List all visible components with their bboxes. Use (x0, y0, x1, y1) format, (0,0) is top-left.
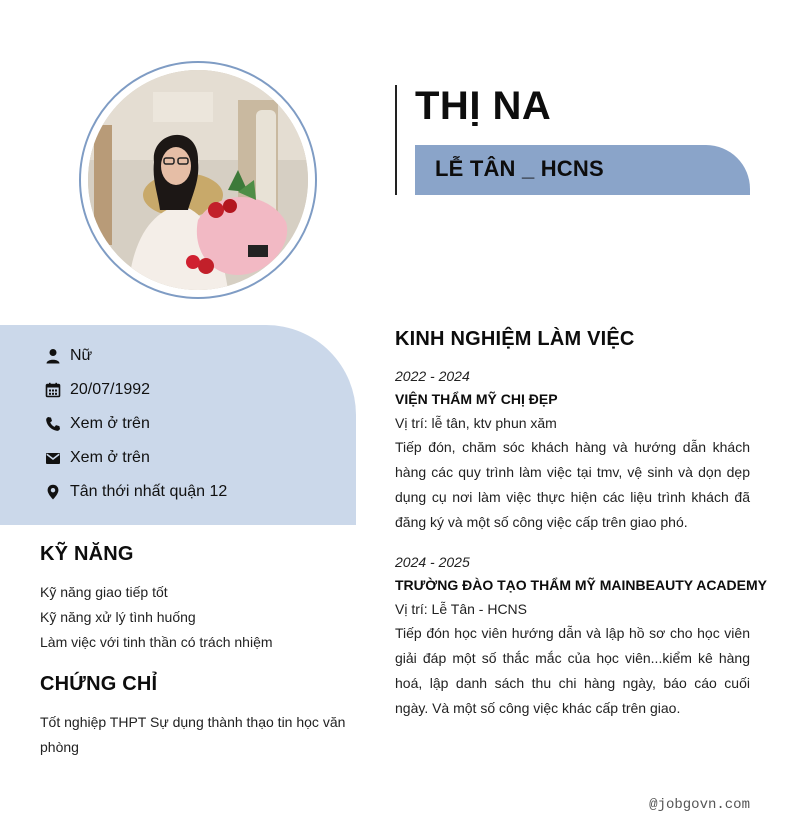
calendar-icon (44, 381, 62, 399)
phone-icon (44, 415, 62, 433)
avatar-photo (88, 70, 308, 290)
person-name: THỊ NA (415, 84, 552, 128)
avatar (88, 70, 308, 290)
info-address (44, 480, 227, 504)
job-description: Tiếp đón học viên hướng dẫn và lập hồ sơ cho học viên giải đáp một số thắc mắc của học viên...kiểm kê hàng hoá, lập danh sách thu chi hàng ngày, báo cáo cuối ngày. Và một số công việc khác cấp trên giao. (395, 625, 750, 716)
email-text: Xem ở trên (70, 449, 150, 466)
experience-title: KINH NGHIỆM LÀM VIỆC (395, 328, 635, 350)
info-phone (44, 412, 150, 436)
role-banner (415, 145, 750, 195)
location-icon (44, 483, 62, 501)
job-company: VIỆN THẨM MỸ CHỊ ĐẸP (395, 391, 558, 407)
name-divider (395, 85, 397, 195)
info-gender (44, 344, 92, 368)
job-years: 2024 - 2025 (395, 554, 470, 570)
certificate-text: Tốt nghiệp THPT Sự dụng thành thạo tin học văn phòng (40, 714, 346, 755)
job-company: TRƯỜNG ĐÀO TẠO THẨM MỸ MAINBEAUTY ACADEMY (395, 577, 767, 593)
job-years: 2022 - 2024 (395, 368, 470, 384)
address-text: Tân thới nhất quận 12 (70, 483, 228, 500)
info-birthday (44, 378, 150, 402)
job-description: Tiếp đón, chăm sóc khách hàng và hướng dẫn khách hàng các quy trình làm việc tại tmv, vệ sinh và dọn dẹp dụng cụ nơi làm việc thực hiện các liệu trình khách đã đăng ký và một số công việc cấp trên giao phó. (395, 439, 750, 530)
watermark: @jobgovn.com (649, 797, 750, 813)
mail-icon (44, 449, 62, 467)
birthday-text: 20/07/1992 (70, 381, 151, 398)
certificates-title: CHỨNG CHỈ (40, 673, 158, 695)
job-position: Vị trí: lễ tân, ktv phun xăm (395, 415, 557, 431)
person-icon (44, 347, 62, 365)
job-role: LỄ TÂN _ HCNS (435, 156, 604, 181)
gender-text: Nữ (70, 347, 93, 364)
skill-item: Kỹ năng giao tiếp tốt (40, 584, 168, 600)
skills-title: KỸ NĂNG (40, 543, 134, 565)
phone-text: Xem ở trên (70, 415, 150, 432)
job-position: Vị trí: Lễ Tân - HCNS (395, 601, 528, 617)
skill-item: Kỹ năng xử lý tình huống (40, 609, 196, 625)
info-email (44, 446, 150, 470)
skill-item: Làm việc với tinh thần có trách nhiệm (40, 634, 273, 650)
